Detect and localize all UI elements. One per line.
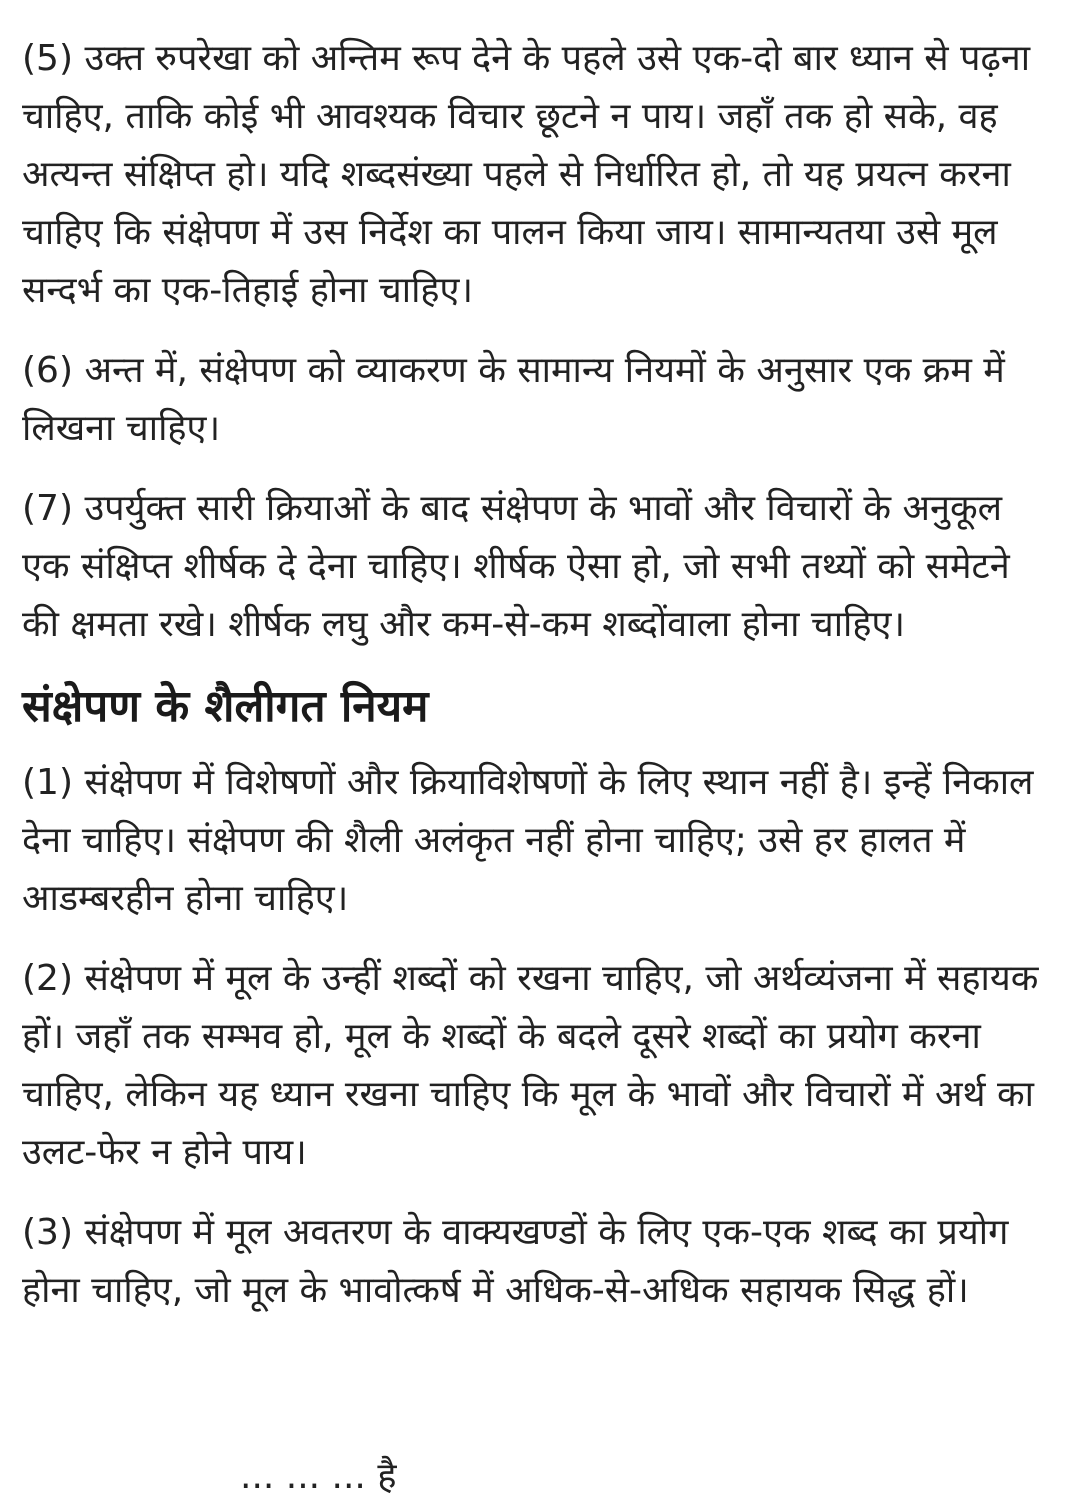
paragraph-style-rule-1: (1) संक्षेपण में विशेषणों और क्रियाविशेषणों के लिए स्थान नहीं है। इन्हें निकाल देना चाहिए। संक्षेपण की शैली अलंकृत नहीं होना चाहिए; उसे हर हालत में आडम्बरहीन होना चाहिए।: [22, 762, 1034, 919]
paragraph-style-rule-2: (2) संक्षेपण में मूल के उन्हीं शब्दों को रखना चाहिए, जो अर्थव्यंजना में सहायक हों। जहाँ तक सम्भव हो, मूल के शब्दों के बदले दूसरे शब्दों का प्रयोग करना चाहिए, लेकिन यह ध्यान रखना चाहिए कि मूल के भावों और विचारों में अर्थ का उलट-फेर न होने पाय।: [22, 958, 1039, 1173]
cut-off-text-line: ... ... ... है: [240, 1456, 397, 1497]
paragraph-rule-5: (5) उक्त रुपरेखा को अन्तिम रूप देने के पहले उसे एक-दो बार ध्यान से पढ़ना चाहिए, ताकि कोई भी आवश्यक विचार छूटने न पाय। जहाँ तक हो सके, वह अत्यन्त संक्षिप्त हो। यदि शब्दसंख्या पहले से निर्धारित हो, तो यह प्रयत्न करना चाहिए कि संक्षेपण में उस निर्देश का पालन किया जाय। सामान्यतया उसे मूल सन्दर्भ का एक-तिहाई होना चाहिए।: [22, 38, 1031, 311]
paragraph-style-rule-3: (3) संक्षेपण में मूल अवतरण के वाक्यखण्डों के लिए एक-एक शब्द का प्रयोग होना चाहिए, जो मूल के भावोत्कर्ष में अधिक-से-अधिक सहायक सिद्ध हों।: [22, 1212, 1009, 1311]
paragraph-rule-6: (6) अन्त में, संक्षेपण को व्याकरण के सामान्य नियमों के अनुसार एक क्रम में लिखना चाहिए।: [22, 350, 1005, 449]
section-heading: संक्षेपण के शैलीगत नियम: [22, 681, 429, 732]
paragraph-rule-7: (7) उपर्युक्त सारी क्रियाओं के बाद संक्षेपण के भावों और विचारों के अनुकूल एक संक्षिप्त शीर्षक दे देना चाहिए। शीर्षक ऐसा हो, जो सभी तथ्यों को समेटने की क्षमता रखे। शीर्षक लघु और कम-से-कम शब्दोंवाला होना चाहिए।: [22, 488, 1010, 645]
